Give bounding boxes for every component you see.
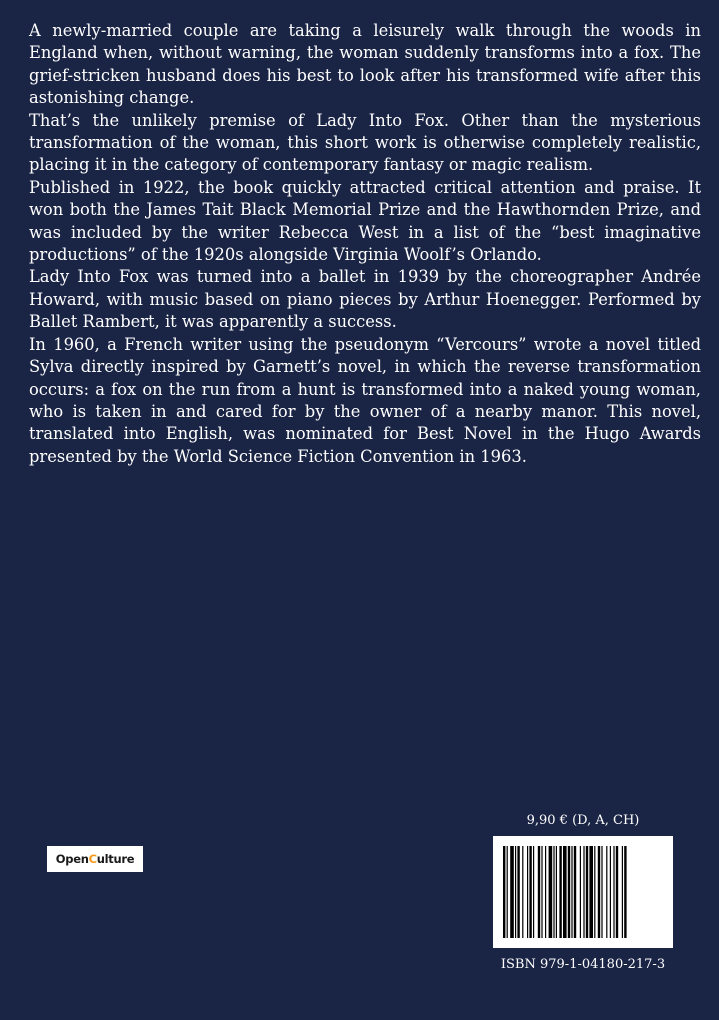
barcode-bar bbox=[527, 846, 528, 938]
barcode-bar bbox=[583, 846, 584, 938]
barcode-bar bbox=[568, 846, 570, 938]
blurb-paragraph-4: Lady Into Fox was turned into a ballet in 1939 by the choreographer Andrée Howard, with music based on piano pieces by Arthur Hoenegger. Performed by Ballet Rambert, it was apparently a success. bbox=[29, 267, 701, 332]
barcode-bar bbox=[503, 846, 505, 938]
barcode-bar bbox=[529, 846, 531, 938]
barcode-bar bbox=[538, 846, 540, 938]
barcode-bar bbox=[549, 846, 553, 938]
back-cover-blurb bbox=[29, 20, 701, 468]
price-label: 9,90 € (D, A, CH) bbox=[526, 813, 640, 828]
barcode-bar bbox=[533, 846, 534, 938]
barcode bbox=[493, 836, 673, 948]
barcode-bar bbox=[601, 846, 602, 938]
barcode-bar bbox=[610, 846, 611, 938]
barcode-bar bbox=[616, 846, 618, 938]
barcode-bar bbox=[541, 846, 542, 938]
barcode-bar bbox=[613, 846, 614, 938]
barcode-bar bbox=[559, 846, 561, 938]
isbn-label: ISBN 979-1-04180-217-3 bbox=[500, 957, 666, 972]
blurb-paragraph-3: Published in 1922, the book quickly attracted critical attention and praise. It won both the James Tait Black Memorial Prize and the Hawthornden Prize, and was included by the writer Rebecca West in a list of the “best imaginative productions” of the 1920s alongside Virginia Woolf’s Orlando. bbox=[29, 177, 701, 265]
barcode-bar bbox=[594, 846, 595, 938]
barcode-bar bbox=[556, 846, 557, 938]
barcode-bars bbox=[503, 846, 663, 938]
publisher-logo-ulture: ulture bbox=[96, 852, 135, 866]
publisher-logo-c-mark: C bbox=[88, 852, 97, 866]
barcode-bar bbox=[624, 846, 626, 938]
barcode-bar bbox=[571, 846, 572, 938]
barcode-bar bbox=[622, 846, 623, 938]
barcode-bar bbox=[553, 846, 554, 938]
publisher-logo-open: Open bbox=[55, 852, 89, 866]
blurb-paragraph-2: That’s the unlikely premise of Lady Into Fox. Other than the mysterious transformation of the woman, this short work is otherwise completely realistic, placing it in the category of contemporary fantasy or magic realism. bbox=[29, 110, 701, 175]
publisher-logo bbox=[47, 846, 143, 872]
barcode-bar bbox=[586, 846, 588, 938]
barcode-bar bbox=[574, 846, 576, 938]
barcode-bar bbox=[545, 846, 546, 938]
barcode-bar bbox=[517, 846, 519, 938]
blurb-paragraph-5: In 1960, a French writer using the pseudonym “Vercours” wrote a novel titled Sylva directly inspired by Garnett’s novel, in which the reverse transformation occurs: a fox on the run from a hunt is transformed into a naked young woman, who is taken in and cared for by the owner of a nearby manor. This novel, translated into English, was nominated for Best Novel in the Hugo Awards presented by the World Science Fiction Convention in 1963. bbox=[29, 334, 701, 466]
barcode-bar bbox=[515, 846, 516, 938]
barcode-bar bbox=[598, 846, 600, 938]
blurb-paragraph-1: A newly-married couple are taking a leisurely walk through the woods in England when, without warning, the woman suddenly transforms into a fox. The grief-stricken husband does his best to look after his transformed wife after this astonishing change. bbox=[29, 21, 701, 108]
barcode-bar bbox=[606, 846, 607, 938]
barcode-bar bbox=[510, 846, 514, 938]
barcode-bar bbox=[507, 846, 508, 938]
barcode-bar bbox=[522, 846, 523, 938]
barcode-bar bbox=[580, 846, 581, 938]
barcode-bar bbox=[563, 846, 567, 938]
barcode-bar bbox=[589, 846, 593, 938]
